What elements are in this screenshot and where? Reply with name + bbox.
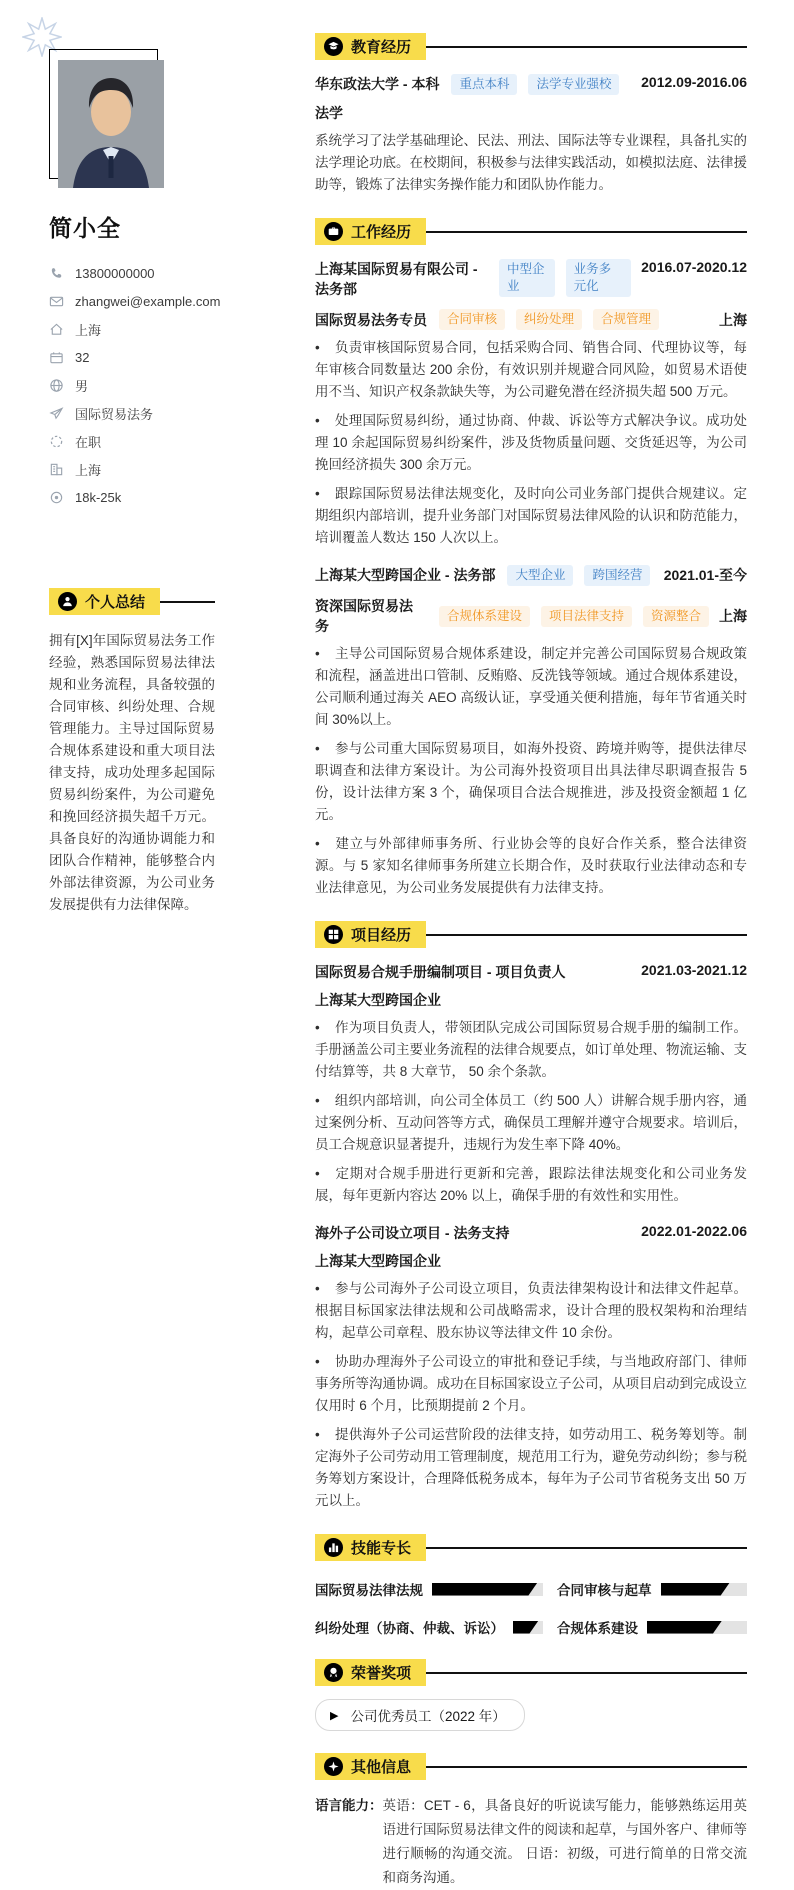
job-title: 国际贸易法务专员 [315,311,427,328]
contact-list [49,259,221,511]
project-name: 国际贸易合规手册编制项目 - 项目负责人 [315,964,566,980]
salary-icon [49,490,64,505]
skills-grid [315,1579,747,1637]
header-rule [160,601,215,603]
header-rule [426,1672,747,1674]
education-row [315,74,747,95]
header-rule [426,231,747,233]
honors-header [315,1659,747,1686]
education-description: 系统学习了法学基础理论、民法、刑法、国际法等专业课程，具备扎实的法学理论功底。在校期间，积极参与法律实践活动，如模拟法庭、法律援助等，锻炼了法律实务操作能力和团队协作能力。 [315,133,747,192]
contact-value: 18k-25k [75,489,122,505]
company-tag: 中型企业 [499,259,555,297]
project-entry [315,1223,747,1512]
language-ability-row [315,1794,747,1890]
contact-status [49,427,215,455]
company-tag: 业务多元化 [566,259,632,297]
company-name: 上海某大型跨国企业 - 法务部 [315,567,496,583]
person-icon [58,592,77,611]
job-skill-tag: 合规体系建设 [439,606,530,627]
gender-icon [49,378,64,393]
project-bullet: • 提供海外子公司运营阶段的法律支持，如劳动用工、税务筹划等。制定海外子公司劳动用工管理制度，规范用工行为，避免劳动纠纷；参与税务筹划方案设计，合理降低税务成本，每年为子公司节省税务支出 50 万元以上。 [315,1424,747,1512]
skills-section [315,1534,747,1637]
project-name: 海外子公司设立项目 - 法务支持 [315,1225,510,1241]
contact-location [49,315,215,343]
education-section [315,33,747,196]
projects-section [315,921,747,1512]
contact-value: 男 [75,378,89,394]
language-label: 语言能力： [315,1798,383,1813]
project-bullet: • 组织内部培训，向公司全体员工（约 500 人）讲解合规手册内容，通过案例分析、互动问答等方式，确保员工理解并遵守合规要求。培训后，员工合规意识显著提升，违规行为发生率下降 40%。 [315,1090,747,1156]
education-tag: 法学专业强校 [528,74,619,95]
briefcase-icon [324,222,343,241]
contact-gender [49,371,215,399]
skill-bar-track [513,1621,543,1634]
age-icon [49,350,64,365]
other-info-header-badge [315,1753,426,1780]
honor-item-pill[interactable] [315,1699,525,1731]
projects-title: 项目经历 [351,927,412,944]
summary-section [49,588,215,916]
skills-header-badge [315,1534,426,1561]
major-name: 法学 [315,105,343,121]
grid-icon [324,925,343,944]
profile-photo [58,60,164,188]
project-title-row [315,1223,747,1243]
work-header [315,218,747,245]
job-date: 2021.01-至今 [663,567,747,583]
contact-value: 32 [75,349,90,365]
contact-salary [49,483,215,511]
header-rule [426,1766,747,1768]
honors-header-badge [315,1659,426,1686]
work-header-badge [315,218,426,245]
projects-header [315,921,747,948]
job-bullet: • 主导公司国际贸易合规体系建设，制定并完善公司国际贸易合规政策和流程，涵盖进出口管制、反贿赂、反洗钱等领域。通过合规体系建设，公司顺利通过海关 AEO 高级认证，享受通关便利措施，每年节省通关时间 30%以上。 [315,643,747,731]
contact-value: 在职 [75,434,102,450]
job-skill-tag: 纠纷处理 [516,309,582,330]
summary-title: 个人总结 [85,594,146,611]
job-title-row [315,596,747,636]
job-location: 上海 [719,311,747,328]
skill-bar-fill [513,1621,539,1634]
job-company-row [315,259,747,299]
education-tag: 重点本科 [451,74,517,95]
skills-title: 技能专长 [351,1540,412,1557]
project-date: 2022.01-2022.06 [641,1223,747,1239]
projects-header-badge [315,921,426,948]
summary-header [49,588,215,615]
job-date: 2016.07-2020.12 [641,259,747,275]
work-section [315,218,747,899]
profile-photo-frame [58,60,164,188]
job-skill-tag: 项目法律支持 [541,606,632,627]
company-tag: 大型企业 [507,565,573,586]
skill-name: 国际贸易法律法规 [315,1583,423,1598]
contact-value: 13800000000 [75,265,155,281]
job-location: 上海 [719,608,747,624]
skill-bar-track [647,1621,747,1634]
skill-item [557,1617,747,1637]
job-skill-tag: 合规管理 [593,309,659,330]
contact-value: 上海 [75,322,102,338]
graduation-cap-icon [324,37,343,56]
honor-item-label: 公司优秀员工（2022 年） [350,1709,506,1724]
skills-header [315,1534,747,1561]
project-bullet: • 定期对合规手册进行更新和完善，跟踪法律法规变化和公司业务发展，每年更新内容达 20% 以上，确保手册的有效性和实用性。 [315,1163,747,1207]
skill-item [315,1579,543,1599]
summary-text: 拥有[X]年国际贸易法务工作经验，熟悉国际贸易法律法规和业务流程，具备较强的合同审核、纠纷处理、合规管理能力。主导过国际贸易合规体系建设和重大项目法律支持，成功处理多起国际贸易纠纷案件，为公司避免和挽回经济损失超千万元。具备良好的沟通协调能力和团队合作精神，能够整合内外部法律资源，为公司业务发展提供有力法律保障。 [49,633,215,912]
company-tags [499,259,631,297]
honors-title: 荣誉奖项 [351,1665,412,1682]
job-entry [315,565,747,899]
job-skill-tags [439,606,709,627]
contact-email [49,287,221,315]
header-rule [426,1547,747,1549]
mail-icon [49,294,64,309]
other-info-section [315,1753,747,1890]
play-triangle-icon: ▶ [330,1709,339,1722]
education-header-badge [315,33,426,60]
education-header [315,33,747,60]
work-title: 工作经历 [351,224,412,241]
job-skill-tag: 资源整合 [643,606,709,627]
project-date: 2021.03-2021.12 [641,962,747,978]
contact-value: 国际贸易法务 [75,406,154,422]
skill-item [315,1617,543,1637]
education-date: 2012.09-2016.06 [641,74,747,90]
job-bullet: • 处理国际贸易纠纷，通过协商、仲裁、诉讼等方式解决争议。成功处理 10 余起国际贸易纠纷案件，涉及货物质量问题、交货延迟等，为公司挽回经济损失 300 余万元。 [315,410,747,476]
project-org: 上海某大型跨国企业 [315,1253,441,1269]
header-rule [426,934,747,936]
summary-header-badge [49,588,160,615]
company-name: 上海某国际贸易有限公司 - 法务部 [315,261,478,297]
job-bullet: • 负责审核国际贸易合同，包括采购合同、销售合同、代理协议等，每年审核合同数量达 200 余份，有效识别并规避合同风险，如贸易术语使用不当、知识产权条款缺失等，为公司避免潜在经济损失超 500 万元。 [315,337,747,403]
other-info-header [315,1753,747,1780]
other-info-title: 其他信息 [351,1759,412,1776]
company-tag: 跨国经营 [584,565,650,586]
project-org: 上海某大型跨国企业 [315,992,441,1008]
honors-section [315,1659,747,1731]
main-column [315,0,747,1890]
building-icon [49,462,64,477]
status-icon [49,434,64,449]
project-entry [315,962,747,1207]
project-bullet: • 协助办理海外子公司设立的审批和登记手续，与当地政府部门、律师事务所等沟通协调。成功在目标国家设立子公司，从项目启动到完成设立仅用时 6 个月，比预期提前 2 个月。 [315,1351,747,1417]
phone-icon [49,266,64,281]
job-bullet: • 建立与外部律师事务所、行业协会等的良好合作关系，整合法律资源。与 5 家知名律师事务所建立长期合作，及时获取行业法律动态和专业法律意见，为公司业务发展提供有力法律支持。 [315,833,747,899]
job-entry [315,259,747,549]
bar-chart-icon [324,1538,343,1557]
job-intent-icon [49,406,64,421]
person-name: 简小全 [49,215,121,241]
education-title: 教育经历 [351,39,412,56]
project-bullet: • 参与公司海外子公司设立项目，负责法律架构设计和法律文件起草。根据目标国家法律法规和公司战略需求，设计合理的股权架构和治理结构，起草公司章程、股东协议等法律文件 10 余份。 [315,1278,747,1344]
job-skill-tag: 合同审核 [439,309,505,330]
language-text: 英语：CET - 6，具备良好的听说读写能力，能够熟练运用英语进行国际贸易法律文件的阅读和起草，与国外客户、律师等进行顺畅的沟通交流。 日语：初级，可进行简单的日常交流和商务沟通。 [382,1798,747,1885]
skill-bar-fill [432,1583,537,1596]
contact-value: zhangwei@example.com [75,293,221,309]
job-title: 资深国际贸易法务 [315,598,413,634]
contact-phone [49,259,215,287]
project-bullet: • 作为项目负责人，带领团队完成公司国际贸易合规手册的编制工作。手册涵盖公司主要业务流程的法律合规要点，如订单处理、物流运输、支付结算等，共 8 大章节， 50 余个条款。 [315,1017,747,1083]
education-tags [451,74,619,95]
home-icon [49,322,64,337]
skill-name: 合规体系建设 [557,1621,638,1636]
contact-age [49,343,215,371]
job-bullet: • 参与公司重大国际贸易项目，如海外投资、跨境并购等，提供法律尽职调查和法律方案设计。为公司海外投资项目出具法律尽职调查报告 5 份，设计法律方案 3 个，确保项目合法合规推进，涉及投资金额超 1 亿元。 [315,738,747,826]
skill-name: 纠纷处理（协商、仲裁、诉讼） [315,1621,504,1636]
skill-bar-fill [661,1583,730,1596]
contact-job-intention [49,399,215,427]
sparkle-icon [324,1757,343,1776]
header-rule [426,46,747,48]
skill-bar-track [432,1583,543,1596]
skill-item [557,1579,747,1599]
job-skill-tags [439,309,659,330]
company-tags [507,565,650,586]
skill-bar-fill [647,1621,722,1634]
school-name: 华东政法大学 - 本科 [315,76,440,92]
contact-value: 上海 [75,462,102,478]
job-title-row [315,309,747,330]
skill-bar-track [661,1583,748,1596]
job-bullet: • 跟踪国际贸易法律法规变化，及时向公司业务部门提供合规建议。定期组织内部培训，提升业务部门对国际贸易法律风险的认识和防范能力，培训覆盖人数达 150 人次以上。 [315,483,747,549]
contact-company-city [49,455,215,483]
project-title-row [315,962,747,982]
skill-name: 合同审核与起草 [557,1583,652,1598]
sidebar [49,0,221,1890]
job-company-row [315,565,747,586]
